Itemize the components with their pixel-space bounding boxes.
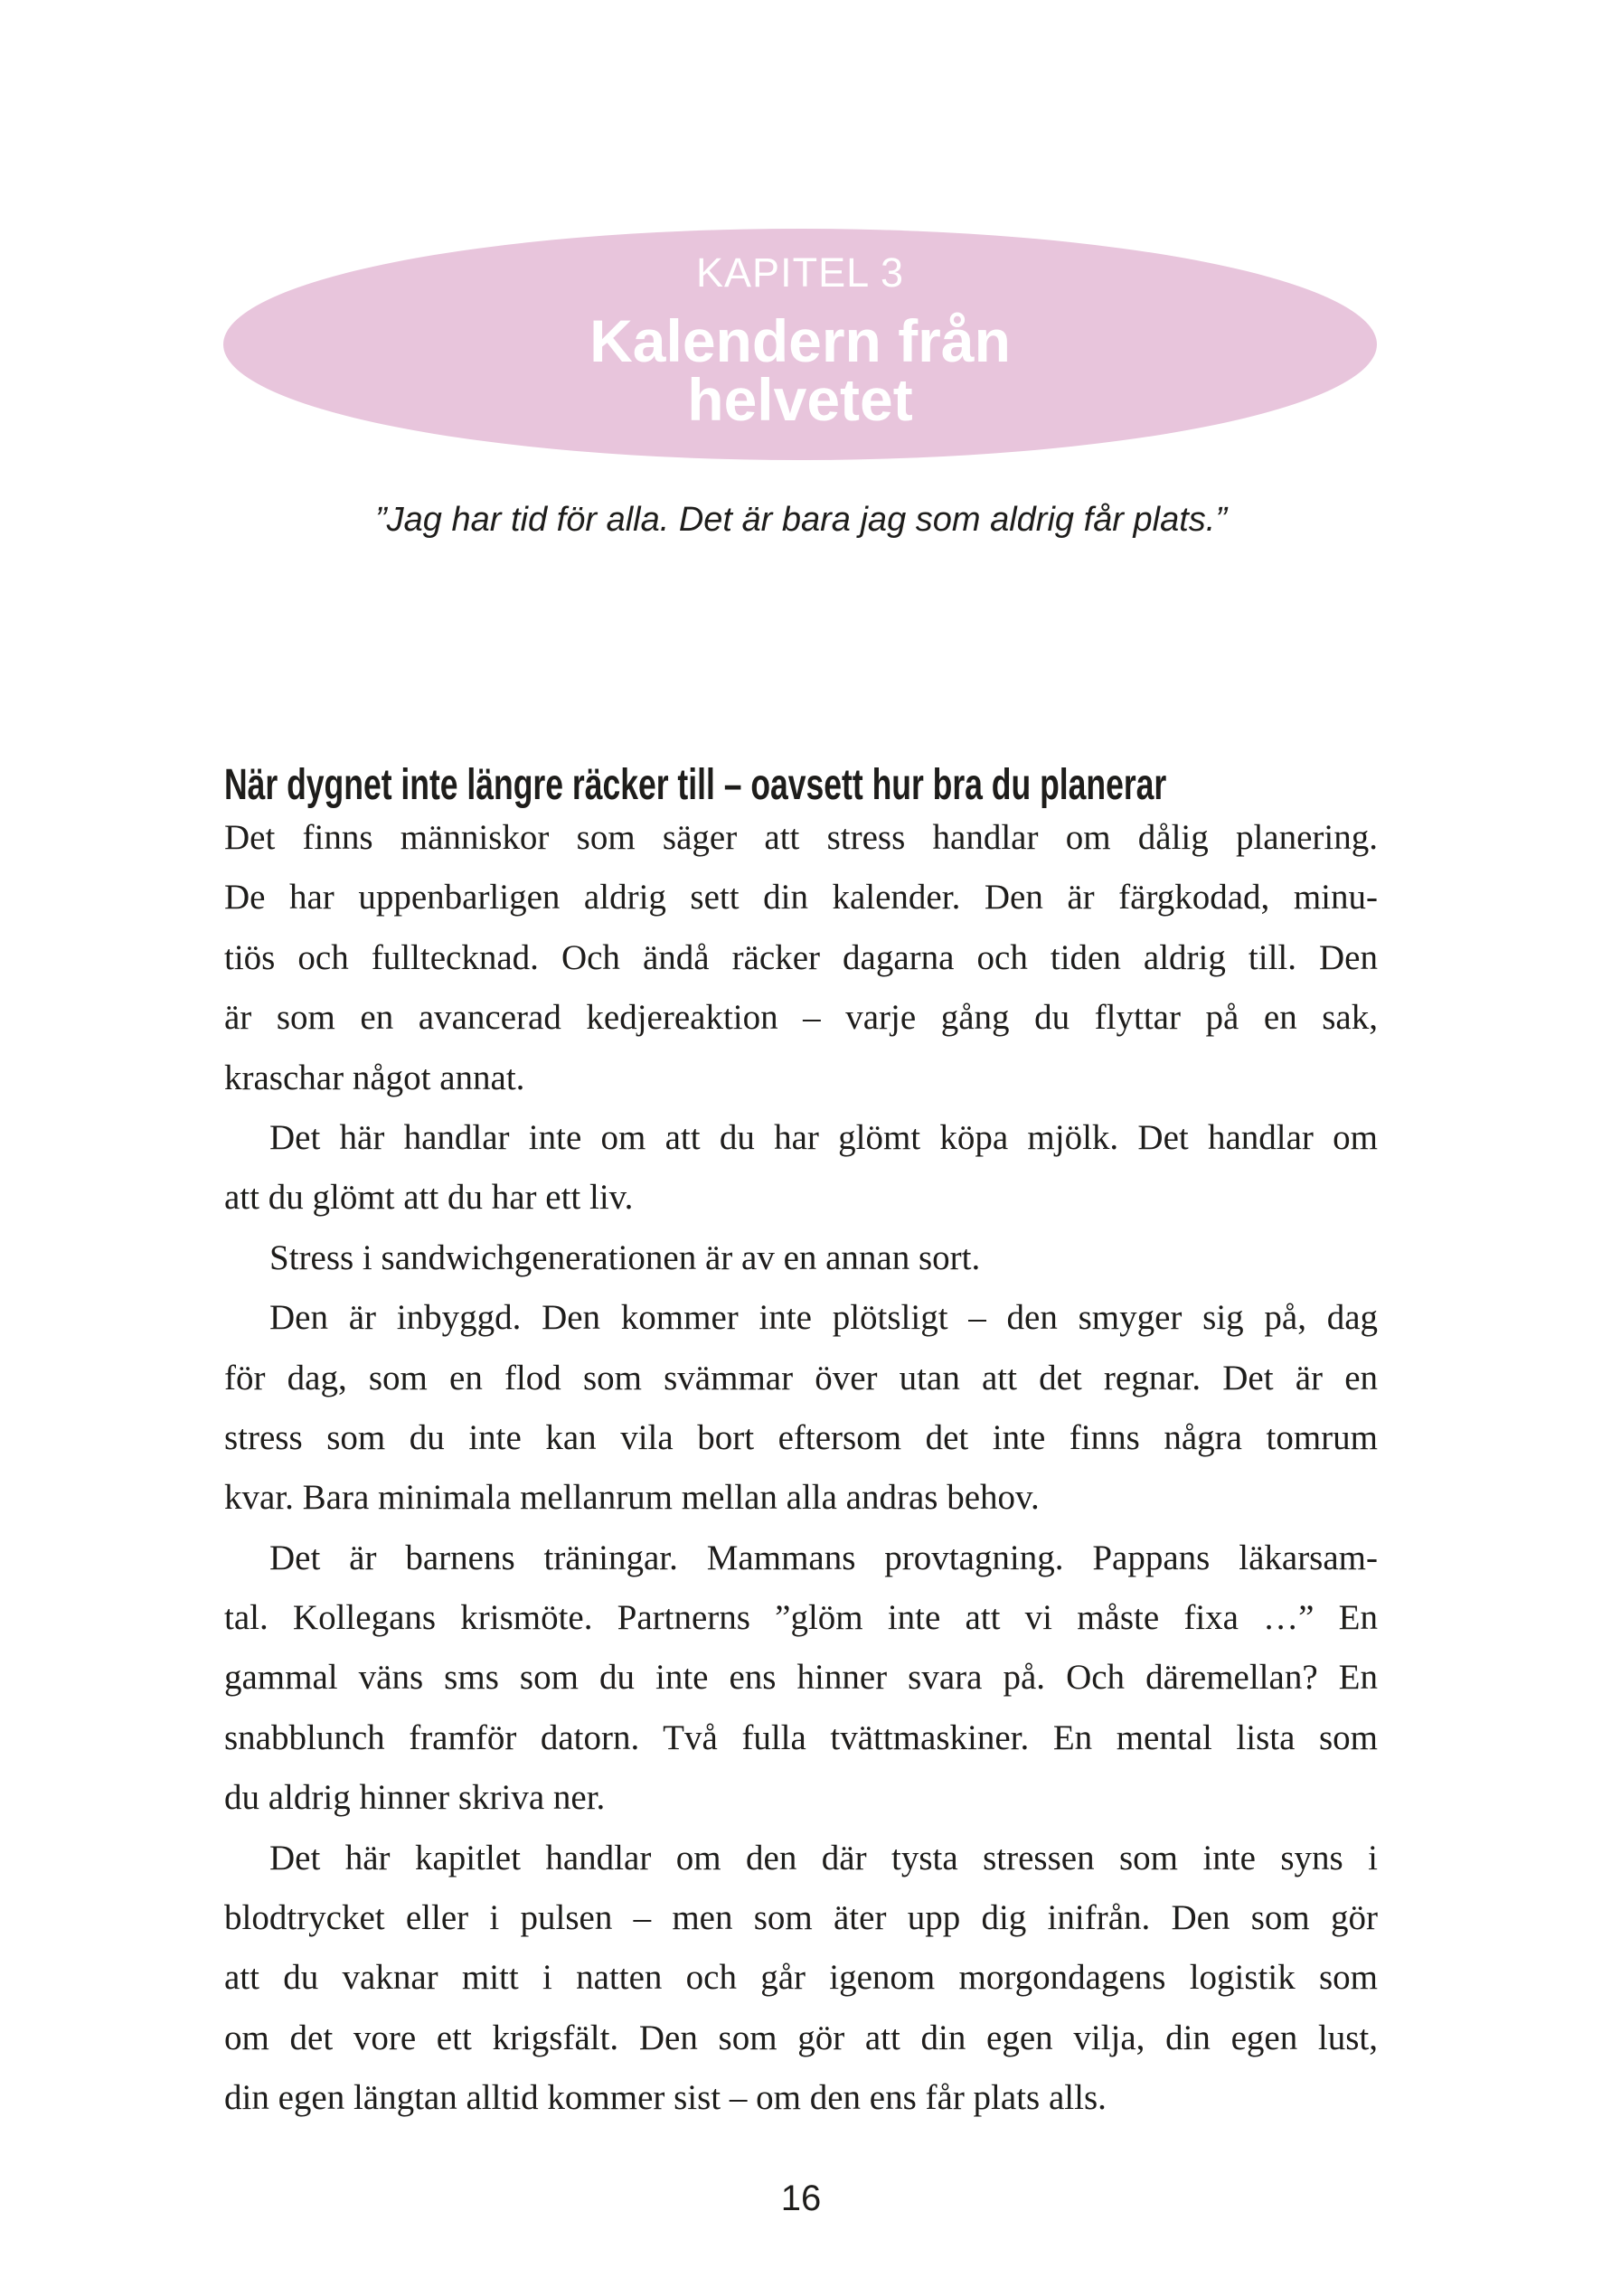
body-text [224, 808, 1378, 2129]
body-line: kvar. Bara minimala mellanrum mellan alla andras behov. [224, 1478, 1040, 1518]
body-line: stress som du inte kan vila bort eftersom det inte finns några tomrum [224, 1417, 1378, 1457]
chapter-kicker: KAPITEL 3 [696, 249, 904, 296]
body-line: om det vore ett krigsfält. Den som gör att din egen vilja, din egen lust, [224, 2018, 1378, 2057]
chapter-title-line-1: Kalendern från [589, 307, 1011, 374]
page-number: 16 [780, 2178, 822, 2218]
body-line: att du glömt att du har ett liv. [224, 1178, 634, 1218]
body-line: kraschar något annat. [224, 1058, 525, 1097]
body-line: du aldrig hinner skriva ner. [224, 1778, 606, 1818]
body-line: snabblunch framför datorn. Två fulla tvättmaskiner. En mental lista som [224, 1717, 1378, 1757]
body-line: Det här handlar inte om att du har glömt köpa mjölk. Det handlar om [269, 1117, 1378, 1157]
body-line: för dag, som en flod som svämmar över utan att det regnar. Det är en [224, 1358, 1378, 1397]
body-line: blodtrycket eller i pulsen – men som äter upp dig inifrån. Den som gör [224, 1898, 1378, 1938]
body-line: är som en avancerad kedjereaktion – varje gång du flyttar på en sak, [224, 998, 1378, 1038]
body-line: gammal väns sms som du inte ens hinner svara på. Och däremellan? En [224, 1658, 1378, 1698]
chapter-badge [223, 229, 1377, 460]
body-line: din egen längtan alltid kommer sist – om den ens får plats alls. [224, 2078, 1107, 2118]
body-line: Den är inbyggd. Den kommer inte plötsligt – den smyger sig på, dag [269, 1298, 1378, 1338]
body-line: tiös och fulltecknad. Och ändå räcker dagarna och tiden aldrig till. Den [224, 937, 1378, 977]
body-line: Det här kapitlet handlar om den där tysta stressen som inte syns i [269, 1838, 1378, 1877]
body-line: De har uppenbarligen aldrig sett din kalender. Den är färgkodad, minu- [224, 878, 1378, 917]
section-heading: När dygnet inte längre räcker till – oavsett hur bra du planerar [224, 761, 1167, 809]
body-line: Det är barnens träningar. Mammans provtagning. Pappans läkarsam- [269, 1538, 1378, 1577]
body-line: tal. Kollegans krismöte. Partnerns ”glöm inte att vi måste fixa …” En [224, 1598, 1378, 1638]
body-line: att du vaknar mitt i natten och går igenom morgondagens logistik som [224, 1958, 1378, 1998]
body-line: Stress i sandwichgenerationen är av en annan sort. [269, 1237, 981, 1277]
chapter-title [223, 307, 1377, 433]
body-line: Det finns människor som säger att stress handlar om dålig planering. [224, 818, 1378, 857]
chapter-quote: ”Jag har tid för alla. Det är bara jag som aldrig får plats.” [375, 501, 1227, 539]
chapter-title-line-2: helvetet [687, 366, 913, 433]
